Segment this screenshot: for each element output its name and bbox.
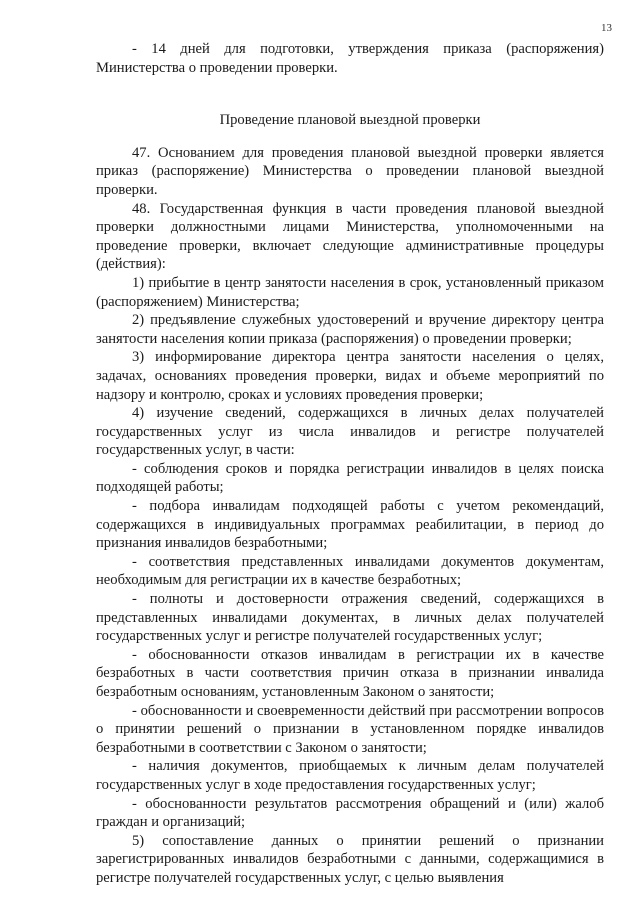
section-heading: Проведение плановой выездной проверки <box>219 112 481 129</box>
list-item: - обоснованности отказов инвалидам в регистрации их в качестве безработных в части соответствия причин отказа в признании инвалида безработным основаниям, установленным Законом о занятости; <box>96 646 604 700</box>
list-item: - соответствия представленных инвалидами документов документам, необходимым для регистрации их в качестве безработных; <box>96 553 604 589</box>
paragraph-48: 48. Государственная функция в части проведения плановой выездной проверки должностными лицами Министерства, уполномоченными на проведение проверки, включает следующие административные процедуры (действия): <box>96 200 604 273</box>
procedure-3: 3) информирование директора центра занятости населения о целях, задачах, основаниях проведения проверки, видах и объеме мероприятий по надзору и контролю, сроках и условиях проведения проверки; <box>96 349 604 403</box>
paragraph-47: 47. Основанием для проведения плановой выездной проверки является приказ (распоряжение) Министерства о проведении плановой выездной проверки. <box>96 144 604 198</box>
procedure-1: 1) прибытие в центр занятости населения в срок, установленный приказом (распоряжением) Министерства; <box>96 274 604 310</box>
list-item: - соблюдения сроков и порядка регистрации инвалидов в целях поиска подходящей работы; <box>96 460 604 496</box>
list-item: - подбора инвалидам подходящей работы с учетом рекомендаций, содержащихся в индивидуальных программах реабилитации, в период до признания инвалидов безработными; <box>96 498 604 552</box>
document-body <box>96 40 604 888</box>
procedure-4: 4) изучение сведений, содержащихся в личных делах получателей государственных услуг из числа инвалидов и регистре получателей государственных услуг, в части: <box>96 405 604 459</box>
procedure-2: 2) предъявление служебных удостоверений и вручение директору центра занятости населения копии приказа (распоряжения) о проведении проверки; <box>96 312 604 347</box>
list-item: - обоснованности результатов рассмотрения обращений и (или) жалоб граждан и организаций; <box>96 795 604 831</box>
page-number: 13 <box>601 22 612 34</box>
list-item: - обоснованности и своевременности действий при рассмотрении вопросов о принятии решений о признании в установленном порядке инвалидов безработными в соответствии с Законом о занятости; <box>96 702 604 756</box>
list-item: - наличия документов, приобщаемых к личным делам получателей государственных услуг в ходе предоставления государственных услуг; <box>96 758 604 793</box>
intro-paragraph: - 14 дней для подготовки, утверждения приказа (распоряжения) Министерства о проведении проверки. <box>96 41 604 76</box>
procedure-5: 5) сопоставление данных о принятии решений о признании зарегистрированных инвалидов безработными с данными, содержащимися в регистре получателей государственных услуг, с целью выявления <box>96 832 604 886</box>
list-item: - полноты и достоверности отражения сведений, содержащихся в представленных инвалидами документах, в личных делах получателей государственных услуг и регистре получателей государственных услуг; <box>96 591 604 645</box>
